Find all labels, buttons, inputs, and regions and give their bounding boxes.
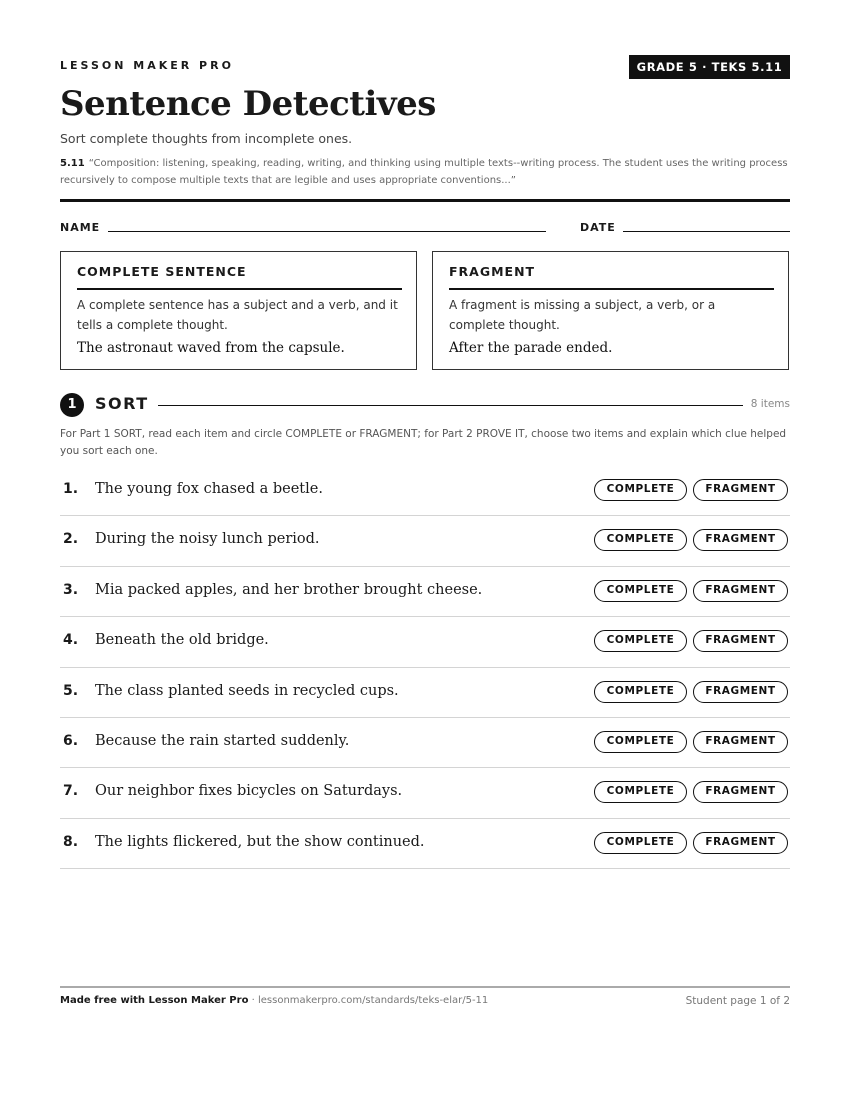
complete-choice-button[interactable]: COMPLETE — [594, 731, 687, 753]
fragment-choice-button[interactable]: FRAGMENT — [693, 832, 788, 854]
list-item — [60, 768, 790, 818]
list-item — [60, 819, 790, 869]
section-divider — [158, 405, 743, 406]
section-number-badge: 1 — [60, 393, 84, 417]
item-text: Mia packed apples, and her brother brought cheese. — [95, 581, 483, 598]
footer-divider — [60, 986, 790, 988]
footer-url[interactable]: · lessonmakerpro.com/standards/teks-elar/5-11 — [248, 995, 489, 1006]
section-title: SORT — [95, 394, 149, 413]
item-text: The lights flickered, but the show continued. — [95, 833, 425, 850]
definition-title: FRAGMENT — [449, 264, 774, 290]
fragment-choice-button[interactable]: FRAGMENT — [693, 580, 788, 602]
definition-text: A complete sentence has a subject and a verb, and it tells a complete thought. — [77, 298, 398, 332]
fragment-choice-button[interactable]: FRAGMENT — [693, 630, 788, 652]
name-label: NAME — [60, 221, 101, 234]
item-text: Our neighbor fixes bicycles on Saturdays. — [95, 783, 403, 800]
definition-text: A fragment is missing a subject, a verb, or a complete thought. — [449, 298, 716, 332]
name-field[interactable] — [108, 231, 546, 232]
item-text: Because the rain started suddenly. — [95, 732, 350, 749]
complete-choice-button[interactable]: COMPLETE — [594, 781, 687, 803]
item-number: 1. — [63, 481, 79, 497]
item-text: Beneath the old bridge. — [95, 632, 269, 649]
sort-items-list — [60, 466, 790, 869]
list-item — [60, 617, 790, 667]
item-text: The class planted seeds in recycled cups. — [95, 682, 399, 699]
complete-choice-button[interactable]: COMPLETE — [594, 580, 687, 602]
complete-choice-button[interactable]: COMPLETE — [594, 681, 687, 703]
item-number: 3. — [63, 581, 79, 598]
page-subtitle: Sort complete thoughts from incomplete ones. — [60, 131, 353, 146]
item-number: 7. — [63, 783, 79, 800]
complete-choice-button[interactable]: COMPLETE — [594, 529, 687, 551]
item-number: 2. — [63, 531, 79, 548]
item-number: 4. — [63, 632, 79, 649]
item-number: 6. — [63, 732, 79, 749]
list-item — [60, 567, 790, 617]
date-label: DATE — [580, 221, 616, 234]
page-title: Sentence Detectives — [60, 84, 436, 124]
item-count: 8 items — [750, 398, 790, 410]
fragment-choice-button[interactable]: FRAGMENT — [693, 731, 788, 753]
definition-title: COMPLETE SENTENCE — [77, 264, 402, 290]
fragment-choice-button[interactable]: FRAGMENT — [693, 781, 788, 803]
definition-card-fragment — [432, 251, 789, 370]
standard-code: 5.11 — [60, 158, 85, 169]
item-text: The young fox chased a beetle. — [95, 481, 323, 497]
complete-choice-button[interactable]: COMPLETE — [594, 832, 687, 854]
brand-name: LESSON MAKER PRO — [60, 59, 234, 72]
complete-choice-button[interactable]: COMPLETE — [594, 630, 687, 652]
definition-example: After the parade ended. — [449, 340, 613, 356]
list-item — [60, 718, 790, 768]
header-divider — [60, 199, 790, 202]
list-item — [60, 516, 790, 566]
fragment-choice-button[interactable]: FRAGMENT — [693, 681, 788, 703]
footer-made-with: Made free with Lesson Maker Pro — [60, 995, 249, 1006]
section-instructions: For Part 1 SORT, read each item and circle COMPLETE or FRAGMENT; for Part 2 PROVE IT, choose two items and explain which clue helped you sort each one. — [60, 428, 787, 457]
item-number: 5. — [63, 682, 79, 699]
standard-text: “Composition: listening, speaking, reading, writing, and thinking using multiple texts--writing process. The student uses the writing process recursively to compose multiple texts that are legible and uses appropriate conventions...” — [60, 158, 788, 186]
standard-description — [60, 155, 790, 189]
footer-page-number: Student page 1 of 2 — [685, 995, 790, 1007]
worksheet-page — [60, 0, 790, 1100]
fragment-choice-button[interactable]: FRAGMENT — [693, 479, 788, 501]
definition-example: The astronaut waved from the capsule. — [77, 340, 345, 356]
complete-choice-button[interactable]: COMPLETE — [594, 479, 687, 501]
list-item — [60, 466, 790, 516]
list-item — [60, 668, 790, 718]
definition-card-complete — [60, 251, 417, 370]
date-field[interactable] — [623, 231, 790, 232]
footer-credit — [60, 995, 488, 1006]
item-number: 8. — [63, 833, 79, 850]
fragment-choice-button[interactable]: FRAGMENT — [693, 529, 788, 551]
grade-badge: GRADE 5 · TEKS 5.11 — [629, 55, 790, 79]
item-text: During the noisy lunch period. — [95, 531, 320, 548]
